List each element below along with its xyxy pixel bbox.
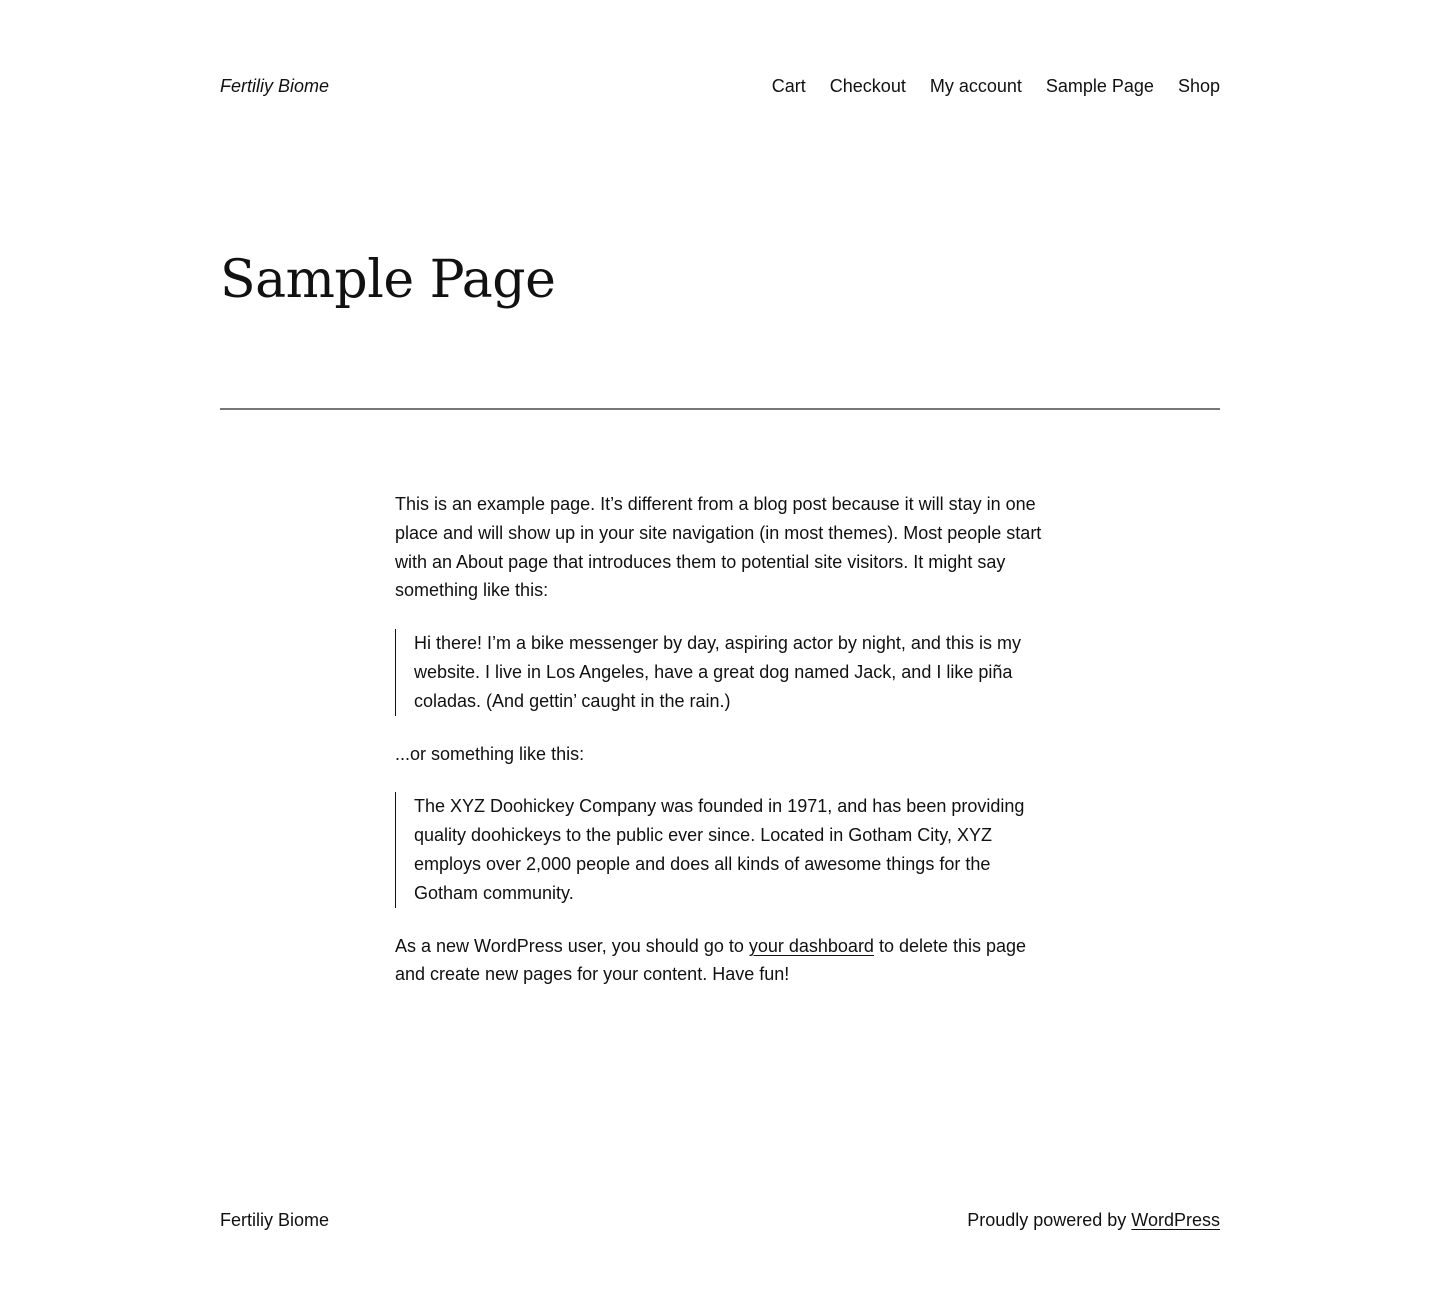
nav-shop-link[interactable]: Shop xyxy=(1177,75,1220,96)
nav-my-account-link[interactable]: My account xyxy=(929,75,1022,96)
outro-text-before: As a new WordPress user, you should go to xyxy=(395,935,749,956)
page-content xyxy=(395,490,1055,1013)
nav-cart-link[interactable]: Cart xyxy=(771,75,806,96)
title-separator xyxy=(220,408,1220,410)
nav-sample-page-link[interactable]: Sample Page xyxy=(1045,75,1154,96)
intro-paragraph: This is an example page. It’s different from a blog post because it will stay in one place and will show up in your site navigation (in most themes). Most people start with an About page that introduces them to potential site visitors. It might say something like this: xyxy=(395,494,1042,601)
nav-checkout-link[interactable]: Checkout xyxy=(829,75,906,96)
powered-by xyxy=(967,1210,1220,1231)
site-footer xyxy=(220,1206,1220,1234)
outro-text-after: to delete this page and create new pages for your content. Have fun! xyxy=(395,935,1027,985)
footer-site-title-link[interactable]: Fertiliy Biome xyxy=(220,1209,330,1230)
site-header xyxy=(220,70,1220,102)
page-title: Sample Page xyxy=(220,250,556,310)
site-title-link[interactable]: Fertiliy Biome xyxy=(220,75,330,96)
wordpress-link[interactable]: WordPress xyxy=(1131,1209,1220,1230)
quote-text-bike-messenger: Hi there! I’m a bike messenger by day, aspiring actor by night, and this is my website. I live in Los Angeles, have a great dog named Jack, and I like piña coladas. (And gettin’ caught in the rain.) xyxy=(414,633,1021,711)
outro-paragraph xyxy=(395,932,1055,990)
dashboard-link[interactable]: your dashboard xyxy=(748,935,874,956)
powered-by-text: Proudly powered by xyxy=(967,1209,1132,1230)
primary-navigation xyxy=(772,76,1220,97)
quote-block-bike-messenger xyxy=(395,629,1055,715)
quote-block-doohickey xyxy=(395,792,1055,907)
middle-paragraph: ...or something like this: xyxy=(395,743,585,764)
quote-text-doohickey: The XYZ Doohickey Company was founded in 1971, and has been providing quality doohickeys to the public ever since. Located in Gotham City, XYZ employs over 2,000 people and does all kinds of awesome things for the Gotham community. xyxy=(414,796,1025,903)
